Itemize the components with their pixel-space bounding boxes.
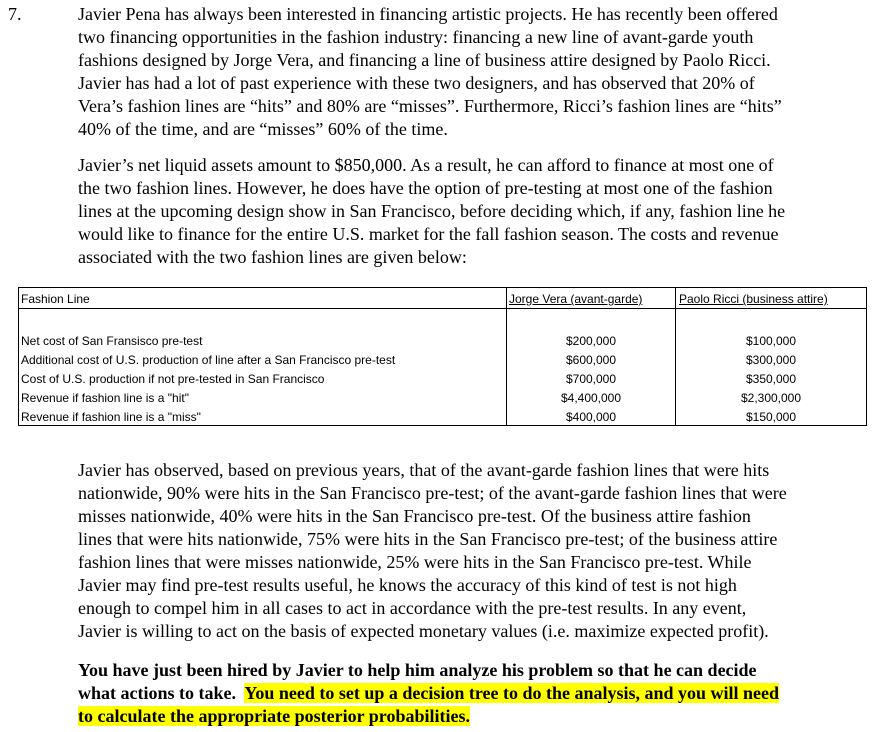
row-label: Net cost of San Fransisco pre-test bbox=[21, 334, 203, 348]
row-ricci-value: $2,300,000 bbox=[740, 391, 802, 405]
body-vera-column bbox=[506, 308, 676, 426]
text-line: Javier is willing to act on the basis of expected monetary values (i.e. maximize expected profit). bbox=[78, 621, 769, 641]
text-line: Vera’s fashion lines are “hits” and 80% are “misses”. Furthermore, Ricci’s fashion lines are “hits” bbox=[78, 96, 782, 116]
row-vera-value: $700,000 bbox=[565, 372, 617, 386]
text-line: associated with the two fashion lines are given below: bbox=[78, 247, 467, 267]
text-line: Javier Pena has always been interested in financing artistic projects. He has recently been offered bbox=[78, 4, 778, 24]
assets-paragraph bbox=[78, 154, 878, 269]
cost-revenue-table bbox=[18, 287, 867, 426]
body-label-column bbox=[18, 308, 507, 426]
row-ricci-value: $150,000 bbox=[745, 410, 797, 424]
text-line: Javier’s net liquid assets amount to $850,000. As a result, he can afford to finance at most one of bbox=[78, 155, 774, 175]
row-label: Additional cost of U.S. production of line after a San Francisco pre-test bbox=[21, 353, 396, 367]
text-line bbox=[78, 682, 878, 705]
text-line: misses nationwide, 40% were hits in the San Francisco pre-test. Of the business attire fashion bbox=[78, 506, 751, 526]
row-vera-value: $600,000 bbox=[565, 353, 617, 367]
row-ricci-value: $350,000 bbox=[745, 372, 797, 386]
body-ricci-column bbox=[675, 308, 867, 426]
header-fashion-line: Fashion Line bbox=[21, 292, 90, 306]
text-line: fashion lines that were misses nationwide, 25% were hits in the San Francisco pre-test. While bbox=[78, 552, 752, 572]
question-number: 7. bbox=[8, 4, 22, 24]
highlighted-text: to calculate the appropriate posterior probabilities. bbox=[78, 706, 470, 726]
row-ricci-value: $100,000 bbox=[745, 334, 797, 348]
row-ricci-value: $300,000 bbox=[745, 353, 797, 367]
row-vera-value: $200,000 bbox=[565, 334, 617, 348]
text-line: the two fashion lines. However, he does have the option of pre-testing at most one of the fashion bbox=[78, 178, 773, 198]
task-text-plain: what actions to take. bbox=[78, 683, 245, 703]
text-line: Javier has had a lot of past experience with these two designers, and has observed that 20% of bbox=[78, 73, 755, 93]
text-line: lines at the upcoming design show in San Francisco, before deciding which, if any, fashion line he bbox=[78, 201, 786, 221]
text-line: You have just been hired by Javier to help him analyze his problem so that he can decide bbox=[78, 660, 757, 680]
text-line: would like to finance for the entire U.S. market for the fall fashion season. The costs and revenue bbox=[78, 224, 779, 244]
header-label-cell bbox=[18, 287, 507, 309]
text-line: fashions designed by Jorge Vera, and financing a line of business attire designed by Paolo Ricci. bbox=[78, 50, 771, 70]
row-vera-value: $400,000 bbox=[565, 410, 617, 424]
text-line: enough to compel him in all cases to act in accordance with the pre-test results. In any event, bbox=[78, 598, 747, 618]
task-paragraph bbox=[78, 659, 878, 728]
row-label: Cost of U.S. production if not pre-tested in San Francisco bbox=[21, 372, 325, 386]
row-vera-value: $4,400,000 bbox=[560, 391, 622, 405]
row-label: Revenue if fashion line is a "miss" bbox=[21, 410, 201, 424]
row-label: Revenue if fashion line is a "hit" bbox=[21, 391, 189, 405]
text-line: Javier has observed, based on previous years, that of the avant-garde fashion lines that were hits bbox=[78, 460, 770, 480]
intro-paragraph bbox=[78, 3, 878, 141]
text-line: lines that were hits nationwide, 75% were hits in the San Francisco pre-test; of the business attire bbox=[78, 529, 778, 549]
header-paolo-ricci: Paolo Ricci (business attire) bbox=[679, 292, 828, 306]
highlighted-text: You need to set up a decision tree to do the analysis, and you will need bbox=[244, 683, 780, 703]
text-line: two financing opportunities in the fashion industry: financing a new line of avant-garde youth bbox=[78, 27, 754, 47]
text-line bbox=[78, 705, 878, 728]
text-line: 40% of the time, and are “misses” 60% of the time. bbox=[78, 119, 448, 139]
text-line: nationwide, 90% were hits in the San Francisco pre-test; of the avant-garde fashion lines that were bbox=[78, 483, 787, 503]
text-line: Javier may find pre-test results useful, he knows the accuracy of this kind of test is not high bbox=[78, 575, 737, 595]
pretest-accuracy-paragraph bbox=[78, 459, 878, 643]
header-jorge-vera: Jorge Vera (avant-garde) bbox=[509, 292, 643, 306]
